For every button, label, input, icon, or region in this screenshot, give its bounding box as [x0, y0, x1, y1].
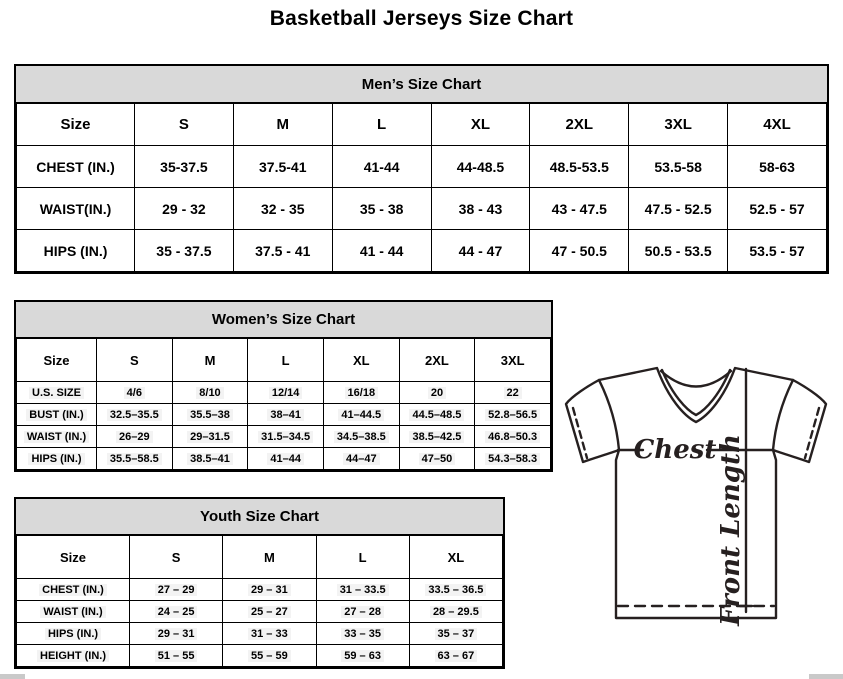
size-value-cell: 16/18 — [323, 382, 399, 404]
mens-size-table — [16, 103, 827, 272]
womens-chart-title: Women’s Size Chart — [16, 302, 551, 338]
measurement-row-label: BUST (IN.) — [17, 404, 97, 426]
measurement-row — [17, 382, 551, 404]
size-value-cell: 29 – 31 — [130, 623, 223, 645]
size-value-cell: 34.5–38.5 — [323, 426, 399, 448]
size-header-row — [17, 339, 551, 382]
size-value-cell: 41–44 — [248, 448, 324, 470]
size-column-header: S — [130, 536, 223, 579]
size-value-cell: 31 – 33.5 — [316, 579, 409, 601]
size-value-cell: 41-44 — [332, 146, 431, 188]
jersey-measurement-diagram — [558, 360, 842, 628]
size-value-cell: 41–44.5 — [323, 404, 399, 426]
womens-size-table — [16, 338, 551, 470]
measurement-row — [17, 146, 827, 188]
size-column-header: 2XL — [530, 104, 629, 146]
size-value-cell: 22 — [475, 382, 551, 404]
size-value-cell: 29–31.5 — [172, 426, 248, 448]
size-value-cell: 29 – 31 — [223, 579, 316, 601]
jersey-diagram-svg — [558, 360, 842, 628]
measurement-row-label: U.S. SIZE — [17, 382, 97, 404]
size-column-header: M — [223, 536, 316, 579]
measurement-row-label: CHEST (IN.) — [17, 579, 130, 601]
size-value-cell: 50.5 - 53.5 — [629, 230, 728, 272]
size-value-cell: 58-63 — [728, 146, 827, 188]
size-value-cell: 29 - 32 — [135, 188, 234, 230]
size-value-cell: 37.5-41 — [233, 146, 332, 188]
size-value-cell: 8/10 — [172, 382, 248, 404]
size-header-row — [17, 536, 503, 579]
size-value-cell: 47 - 50.5 — [530, 230, 629, 272]
size-value-cell: 4/6 — [97, 382, 173, 404]
size-value-cell: 38–41 — [248, 404, 324, 426]
size-column-header: 2XL — [399, 339, 475, 382]
size-value-cell: 35.5–38 — [172, 404, 248, 426]
size-value-cell: 44.5–48.5 — [399, 404, 475, 426]
page-title: Basketball Jerseys Size Chart — [269, 7, 574, 30]
size-value-cell: 25 – 27 — [223, 601, 316, 623]
size-value-cell: 24 – 25 — [130, 601, 223, 623]
size-value-cell: 47.5 - 52.5 — [629, 188, 728, 230]
measurement-row — [17, 426, 551, 448]
front-length-label: Front Length — [716, 434, 746, 626]
size-value-cell: 48.5-53.5 — [530, 146, 629, 188]
size-column-header: L — [316, 536, 409, 579]
size-column-header: M — [172, 339, 248, 382]
measurement-row — [17, 601, 503, 623]
size-value-cell: 43 - 47.5 — [530, 188, 629, 230]
size-value-cell: 44–47 — [323, 448, 399, 470]
youth-size-table — [16, 535, 503, 667]
collar-band-arc — [661, 371, 731, 387]
size-value-cell: 44 - 47 — [431, 230, 530, 272]
measurement-row-label: HIPS (IN.) — [17, 230, 135, 272]
size-column-header: 4XL — [728, 104, 827, 146]
size-value-cell: 35 – 37 — [409, 623, 502, 645]
size-row-label: Size — [17, 104, 135, 146]
size-value-cell: 12/14 — [248, 382, 324, 404]
measurement-row-label: WAIST (IN.) — [17, 426, 97, 448]
measurement-row — [17, 404, 551, 426]
size-column-header: M — [233, 104, 332, 146]
size-column-header: 3XL — [475, 339, 551, 382]
size-value-cell: 55 – 59 — [223, 645, 316, 667]
size-value-cell: 46.8–50.3 — [475, 426, 551, 448]
size-value-cell: 53.5-58 — [629, 146, 728, 188]
size-value-cell: 38.5–42.5 — [399, 426, 475, 448]
size-column-header: 3XL — [629, 104, 728, 146]
horizontal-scrollbar-fragment-left[interactable] — [0, 674, 25, 679]
womens-size-chart — [14, 300, 553, 472]
size-value-cell: 35 - 38 — [332, 188, 431, 230]
size-value-cell: 32.5–35.5 — [97, 404, 173, 426]
size-value-cell: 27 – 29 — [130, 579, 223, 601]
size-value-cell: 38.5–41 — [172, 448, 248, 470]
measurement-row — [17, 623, 503, 645]
size-value-cell: 38 - 43 — [431, 188, 530, 230]
measurement-row-label: WAIST(IN.) — [17, 188, 135, 230]
size-value-cell: 31 – 33 — [223, 623, 316, 645]
measurement-row-label: HEIGHT (IN.) — [17, 645, 130, 667]
size-value-cell: 44-48.5 — [431, 146, 530, 188]
size-value-cell: 35-37.5 — [135, 146, 234, 188]
size-column-header: XL — [323, 339, 399, 382]
measurement-row — [17, 448, 551, 470]
size-column-header: L — [332, 104, 431, 146]
size-column-header: L — [248, 339, 324, 382]
measurement-row-label: CHEST (IN.) — [17, 146, 135, 188]
youth-size-chart — [14, 497, 505, 669]
jersey-outline — [566, 368, 826, 618]
size-column-header: S — [135, 104, 234, 146]
size-row-label: Size — [17, 339, 97, 382]
size-value-cell: 26–29 — [97, 426, 173, 448]
size-value-cell: 33 – 35 — [316, 623, 409, 645]
size-column-header: S — [97, 339, 173, 382]
size-header-row — [17, 104, 827, 146]
size-value-cell: 52.8–56.5 — [475, 404, 551, 426]
size-value-cell: 53.5 - 57 — [728, 230, 827, 272]
size-value-cell: 41 - 44 — [332, 230, 431, 272]
size-value-cell: 31.5–34.5 — [248, 426, 324, 448]
size-value-cell: 28 – 29.5 — [409, 601, 502, 623]
measurement-row — [17, 579, 503, 601]
size-value-cell: 63 – 67 — [409, 645, 502, 667]
size-value-cell: 47–50 — [399, 448, 475, 470]
size-value-cell: 35.5–58.5 — [97, 448, 173, 470]
measurement-row — [17, 645, 503, 667]
size-value-cell: 33.5 – 36.5 — [409, 579, 502, 601]
size-value-cell: 59 – 63 — [316, 645, 409, 667]
youth-chart-title: Youth Size Chart — [16, 499, 503, 535]
chest-label: Chest — [633, 435, 717, 465]
measurement-row-label: WAIST (IN.) — [17, 601, 130, 623]
horizontal-scrollbar-fragment-right[interactable] — [809, 674, 843, 679]
size-column-header: XL — [409, 536, 502, 579]
size-value-cell: 54.3–58.3 — [475, 448, 551, 470]
mens-chart-title: Men’s Size Chart — [16, 66, 827, 103]
size-value-cell: 35 - 37.5 — [135, 230, 234, 272]
size-value-cell: 27 – 28 — [316, 601, 409, 623]
size-column-header: XL — [431, 104, 530, 146]
measurement-row — [17, 230, 827, 272]
size-value-cell: 32 - 35 — [233, 188, 332, 230]
size-value-cell: 51 – 55 — [130, 645, 223, 667]
measurement-row — [17, 188, 827, 230]
size-value-cell: 37.5 - 41 — [233, 230, 332, 272]
size-value-cell: 52.5 - 57 — [728, 188, 827, 230]
measurement-row-label: HIPS (IN.) — [17, 623, 130, 645]
measurement-row-label: HIPS (IN.) — [17, 448, 97, 470]
size-value-cell: 20 — [399, 382, 475, 404]
mens-size-chart — [14, 64, 829, 274]
size-row-label: Size — [17, 536, 130, 579]
